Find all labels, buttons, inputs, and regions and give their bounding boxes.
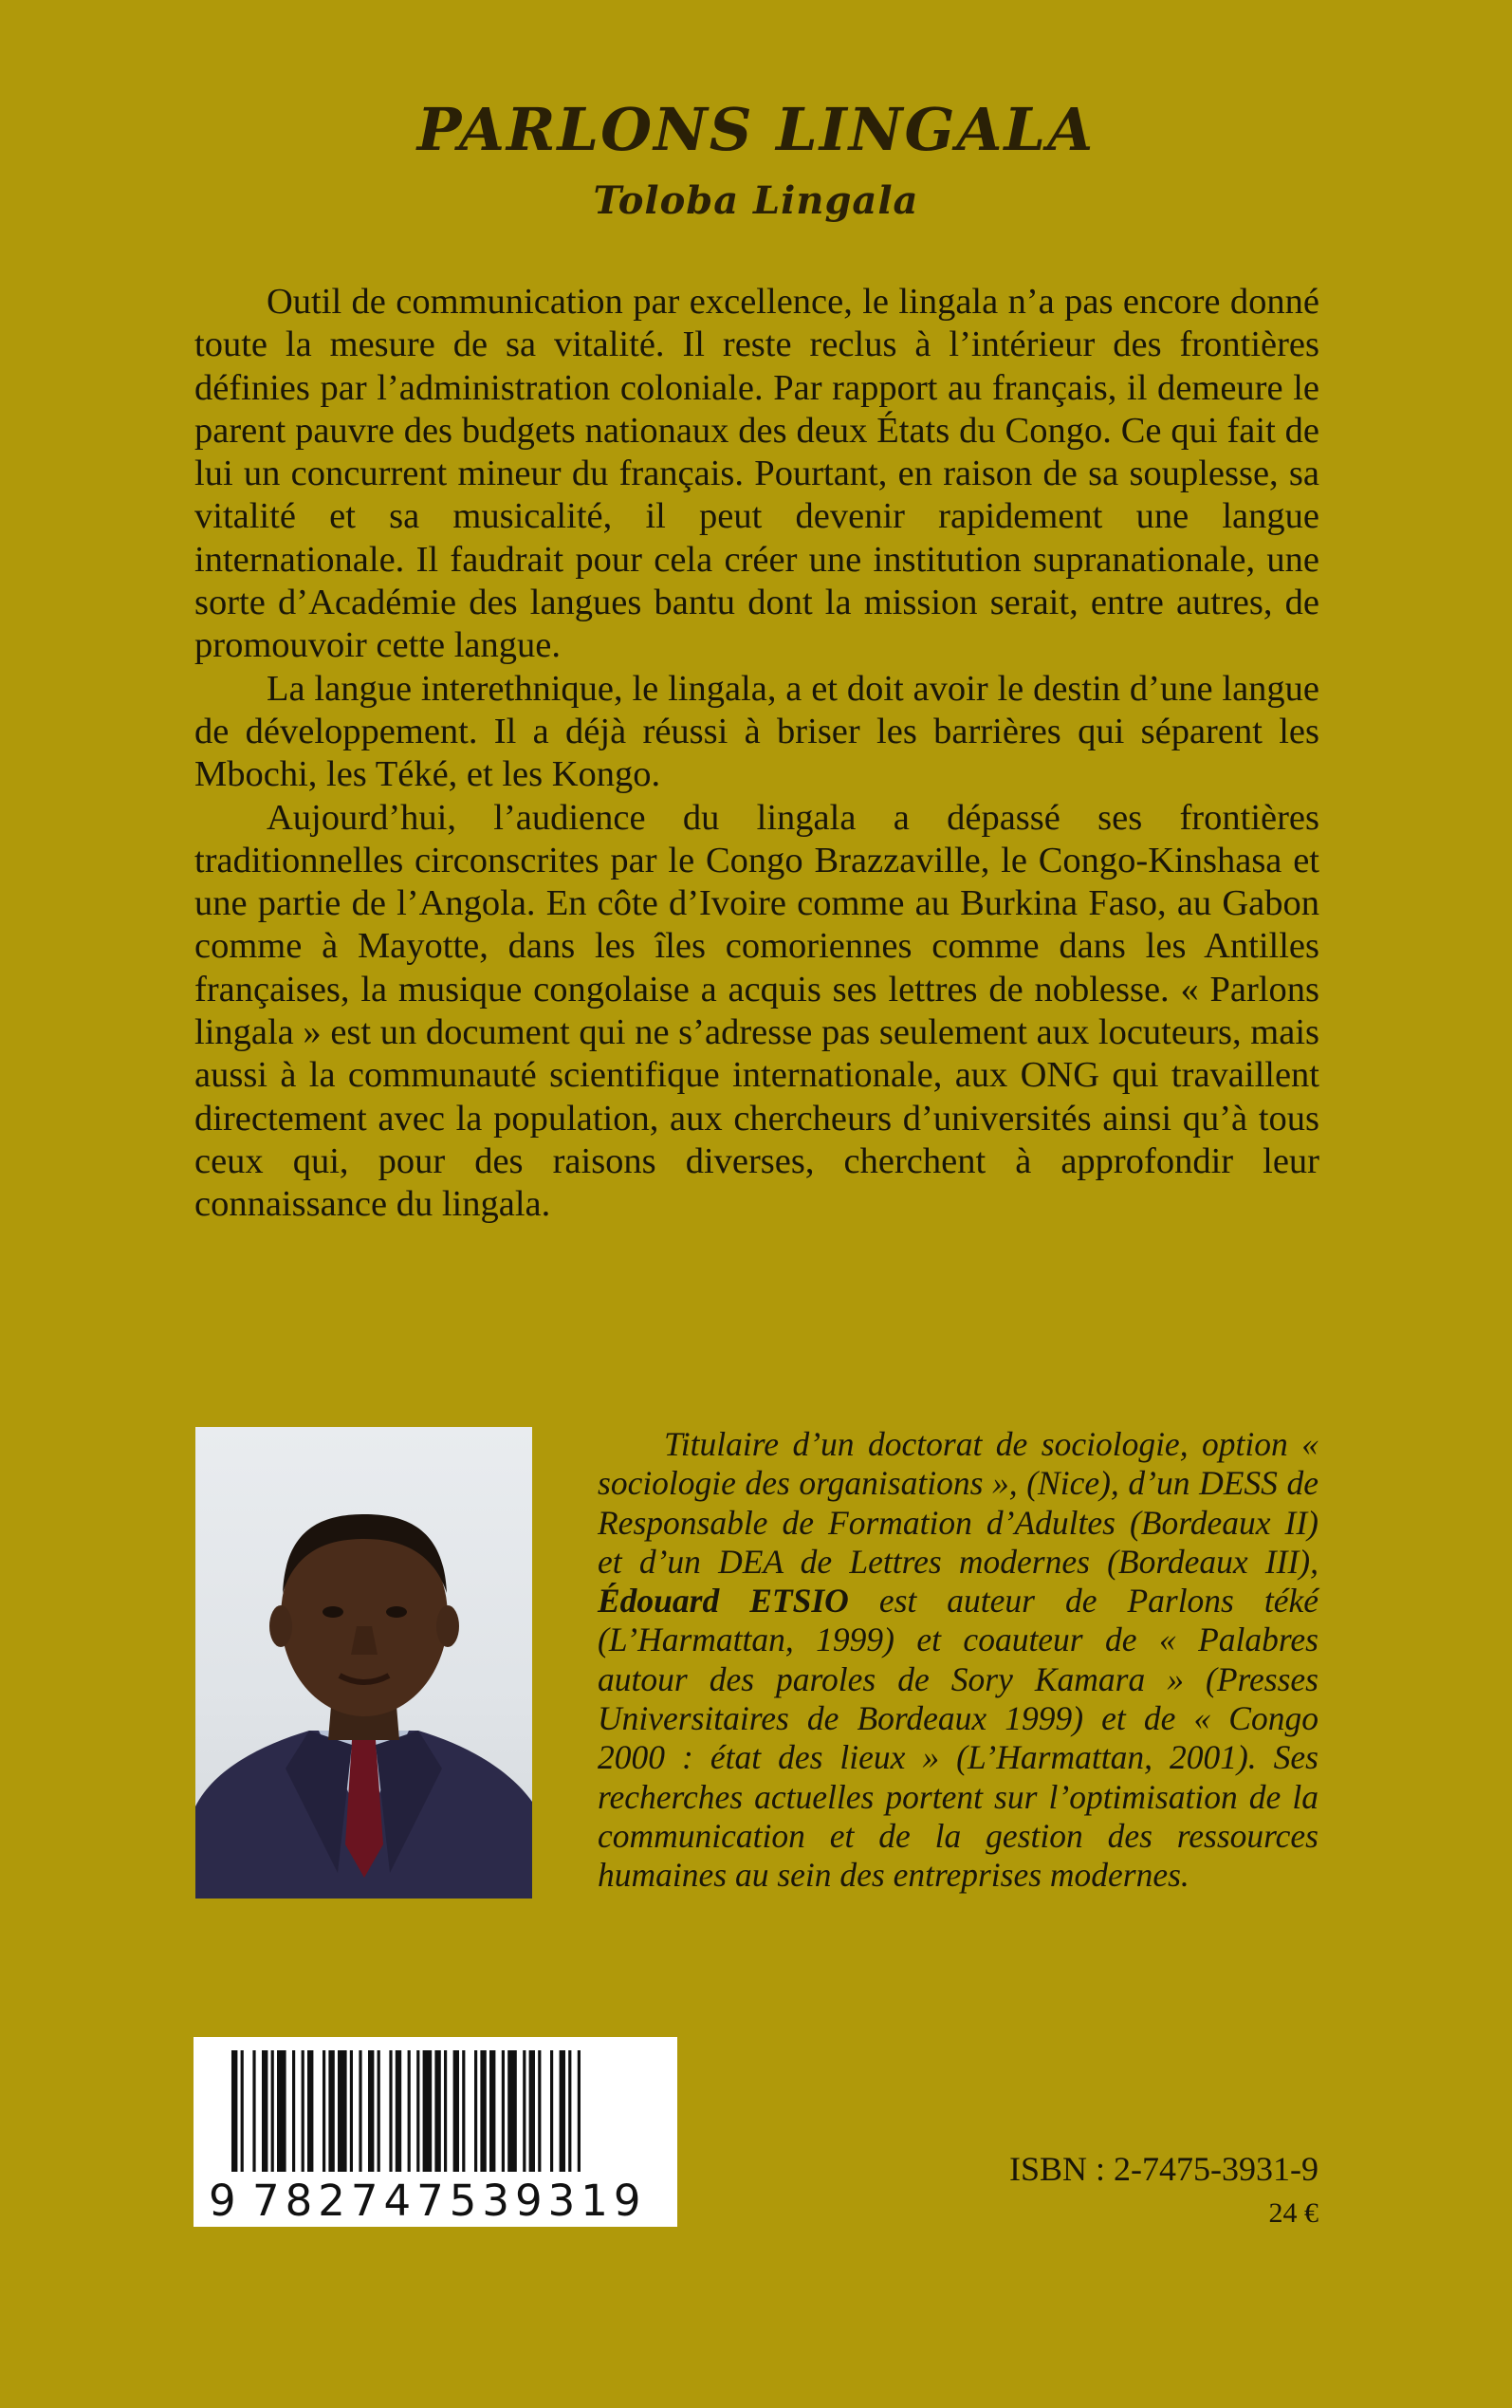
barcode-bar: [502, 2050, 505, 2172]
barcode-digits: 782747539319: [252, 2176, 647, 2226]
barcode-bar: [489, 2050, 495, 2172]
barcode-bar: [389, 2050, 392, 2172]
barcode-bar: [550, 2050, 553, 2172]
barcode-bar: [271, 2050, 274, 2172]
author-photo: [195, 1427, 532, 1899]
barcode-bar: [568, 2050, 571, 2172]
barcode-bar: [462, 2050, 465, 2172]
barcode-bar: [262, 2050, 267, 2172]
barcode-bar: [529, 2050, 535, 2172]
barcode-bar: [231, 2050, 237, 2172]
barcode-bar: [396, 2050, 401, 2172]
author-bio: [598, 1425, 1318, 1896]
barcode-bar: [538, 2050, 541, 2172]
barcode-bars: [194, 2037, 677, 2179]
barcode-bar: [474, 2050, 477, 2172]
author-name: Édouard ETSIO: [598, 1582, 849, 1621]
barcode-bar: [277, 2050, 286, 2172]
barcode-bar: [378, 2050, 380, 2172]
author-portrait-graphic: [195, 1427, 532, 1899]
blurb-text: [194, 281, 1319, 1227]
barcode: [194, 2037, 677, 2227]
book-title: PARLONS LINGALA: [416, 95, 1096, 164]
barcode-bar: [423, 2050, 433, 2172]
barcode-bar: [453, 2050, 459, 2172]
blurb-paragraph: Outil de communication par excellence, le lingala n’a pas encore donné toute la mesure de sa vitalité. Il reste reclus à l’intérieur des frontières définies par l’administration coloniale. Par rapport au français, il demeure le parent pauvre des budgets nationaux des deux États du Congo. Ce qui fait de lui un concurrent mineur du français. Pourtant, en raison de sa souplesse, sa vitalité et sa musicalité, il peut devenir rapidement une langue internationale. Il faudrait pour cela créer une institution supranationale, une sorte d’Académie des langues bantu dont la mission serait, entre autres, de promouvoir cette langue.: [194, 282, 1319, 666]
book-subtitle: Toloba Lingala: [593, 178, 919, 223]
barcode-bar: [323, 2050, 325, 2172]
barcode-bar: [408, 2050, 411, 2172]
barcode-bar: [328, 2050, 334, 2172]
barcode-bar: [338, 2050, 347, 2172]
barcode-bar: [307, 2050, 313, 2172]
barcode-bar: [302, 2050, 304, 2172]
barcode-bar: [523, 2050, 526, 2172]
barcode-bar: [292, 2050, 295, 2172]
barcode-bar: [444, 2050, 447, 2172]
barcode-bar: [359, 2050, 361, 2172]
barcode-bar: [241, 2050, 244, 2172]
author-bio-rest: est auteur de Parlons téké (L’Harmattan, 1999) et coauteur de « Palabres autour des paroles de Sory Kamara » (Presses Universitaires de Bordeaux 1999) et de « Congo 2000 : état des lieux » (L’Harmattan, 2001). Ses recherches actuelles portent sur l’optimisation de la communication et de la gestion des ressources humaines au sein des entreprises modernes.: [598, 1582, 1319, 1895]
author-bio-paragraph: [598, 1425, 1318, 1896]
price: 24 €: [1268, 2197, 1318, 2229]
barcode-bar: [480, 2050, 486, 2172]
barcode-bar: [560, 2050, 565, 2172]
barcode-bar: [368, 2050, 374, 2172]
blurb-paragraph: La langue interethnique, le lingala, a et doit avoir le destin d’une langue de développement. Il a déjà réussi à briser les barrières qui séparent les Mbochi, les Téké, et les Kongo.: [194, 668, 1319, 795]
barcode-bar: [416, 2050, 419, 2172]
barcode-bar: [252, 2050, 255, 2172]
barcode-bar: [350, 2050, 353, 2172]
barcode-bar: [578, 2050, 581, 2172]
barcode-number: [194, 2177, 677, 2225]
barcode-bar: [507, 2050, 517, 2172]
barcode-first-digit: 9: [209, 2176, 237, 2226]
author-bio-intro: Titulaire d’un doctorat de sociologie, option « sociologie des organisations », (Nice), d’un DESS de Responsable de Formation d’Adultes (Bordeaux II) et d’un DEA de Lettres modernes (Bordeaux III),: [598, 1425, 1318, 1581]
blurb-paragraph: Aujourd’hui, l’audience du lingala a dépassé ses frontières traditionnelles circonscrites par le Congo Brazzaville, le Congo-Kinshasa et une partie de l’Angola. En côte d’Ivoire comme au Burkina Faso, au Gabon comme à Mayotte, dans les îles comoriennes comme dans les Antilles françaises, la musique congolaise a acquis ses lettres de noblesse. « Parlons lingala » est un document qui ne s’adresse pas seulement aux locuteurs, mais aussi à la communauté scientifique internationale, aux ONG qui travaillent directement avec la population, aux chercheurs d’universités ainsi qu’à tous ceux qui, pour des raisons diverses, cherchent à approfondir leur connaissance du lingala.: [194, 797, 1319, 1225]
barcode-bar: [434, 2050, 440, 2172]
isbn: ISBN : 2-7475-3931-9: [1009, 2150, 1318, 2188]
